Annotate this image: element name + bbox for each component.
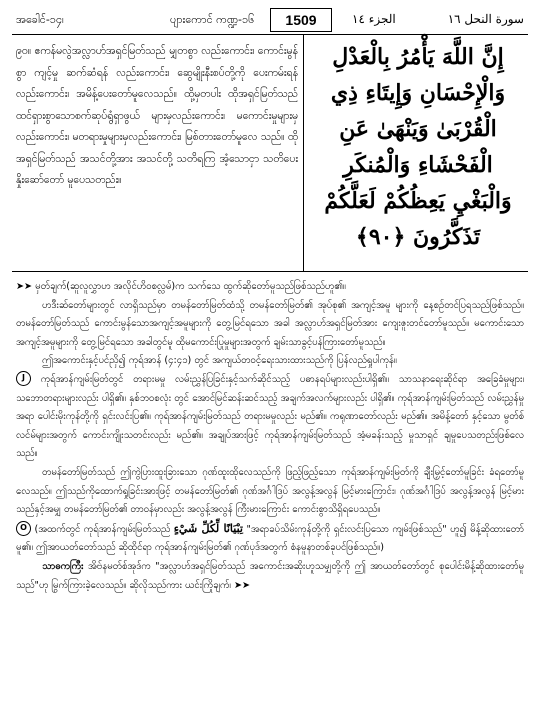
page-header: [12, 8, 528, 35]
column-divider: [303, 35, 304, 271]
note-paragraph: ➤➤ မှတ်ချက်(ဆူလူလွှာဟ အလိုင်ဟိဝစလ္လမ်)က သက်သေ ထွက်ဆိုတော်မူသည်ဖြစ်သည်ဟူ၏။: [16, 281, 346, 292]
arabic-quote: تِبْيَانًا لِّكُلِّ شَيْءٍ: [173, 521, 243, 535]
arabic-verse: إِنَّ اللَّهَ يَأْمُرُ بِالْعَدْلِ وَالْإِحْسَانِ وَإِيتَاءِ ذِي الْقُرْبَىٰ وَيَنْهَىٰ عَنِ الْفَحْشَاءِ وَالْمُنكَرِ وَالْبَغْيِ يَعِظُكُمْ لَعَلَّكُمْ تَذَكَّرُونَ ﴿٩٠﴾: [324, 44, 512, 250]
header-surah-myanmar: ပျားကောင် ကဏ္ဍ-၁၆: [170, 13, 255, 26]
page-number-box: 1509: [270, 8, 332, 32]
header-part-label: အခေါင်-၁၄၊: [16, 13, 64, 26]
footnote-marker-j: J: [16, 371, 31, 386]
note-paragraph: ဤအကောင်းနှင့်ပင်ညှိ၍ ကုရ်အာန် (၄:၄၁) တွင် အကျယ်တဝင့်ရေးသားထားသည်ကို ပြန်လည်ရှုပါကုန်။: [42, 355, 397, 367]
verse-section: [12, 35, 528, 272]
note-paragraph: ဟဒီးဆ်တော်များတွင် လာရှိသည်မှာ တမန်တော်မြတ်ထံသို့ တမန်တော်မြတ်၏ အုပ်စု၏ အကျင့်အမူ များကို နေ့စဉ်တင်ပြရသည်ဖြစ်သည်။ တမန်တော်မြတ်သည် ကောင်းမွန်သောအကျင့်အမူများကို တွေ့မြင်ရသော အခါ အလ္လာဟ်အရှင်မြတ်အား ကျေးဇူးတင်တော်မူသည်။ မကောင်းသောအကျင့်အမူများကို တွေ့မြင်ရသော အခါတွင်မူ ထိုမကောင်းပြုမှုများအတွက် ချမ်းသာခွင့်ပန်ကြားတော်မူသည်။: [16, 299, 524, 348]
note-paragraph: [16, 520, 524, 558]
header-juz-arabic: الجزء ١٤: [352, 12, 396, 26]
note-text: ကုရ်အာန်ကျမ်းမြတ်တွင် တရားမမှု လမ်းညွှန်ပြခြင်းနှင့်သက်ဆိုင်သည့် ပဓာနရပ်များလည်းပါရှိ၏။ သာသနာရေးဆိုင်ရာ အခြေခံမှုများ၊ သဘောတရားများလည်း ပါရှိ၏။ နှစ်ဘဝစလုံး တွင် အောင်မြင်ဆန်းဆင်သည့် အချက်အလက်များလည်း ပါရှိ၏။ ကုရ်အာန်ကျမ်းမြတ်သည် လမ်းညွှန်မှုအရာ ပေါင်းမိုးကုန်တို့ကို ရှင်းလင်းပြ၏။ ကုရ်အာန်ကျမ်းမြတ်သည် တရားမမှုလည်း မည်၏။ ကရုဏာတော်လည်း မည်၏။ အမိန့်တော် နှင့်သော မွတ်စ်လင်မ်များအတွက် ကောင်းကျိုးသတင်းလည်း မည်၏။ အချုပ်အားဖြင့် ကုရ်အာန်ကျမ်းမြတ်သည် အံ့မခန်းသည့် မှုသာရှင် ချမှုပေသတည်းဖြစ်လေသည်။: [16, 373, 524, 460]
commentary-notes: [16, 278, 524, 595]
note-lead: သာဓကကြီး: [42, 560, 84, 572]
note-text: "အရာခပ်သိမ်းကုန်တို့ကို ရှင်းလင်းပြသော ကျမ်းဖြစ်သည်" ဟူ၍ မိန့်ဆိုထားတော်မူ၏။ ဤအာယတ်တော်သည် ဆိုထိုင်ရာ ကုရ်အာန်ကျမ်းမြတ်၏ ဂုဏ်ပုဒ်အတွက် စံနမူနာတစ်ခုပင်ဖြစ်သည်။): [16, 523, 524, 554]
note-text: အိဗ်နမတ်စ်အုဒ်က "အလ္လာဟ်အရှင်မြတ်သည် အကောင်းအဆိုးဟူသမျှတို့ကို ဤ အာယတ်တော်တွင် စုပေါင်းမိန့်ဆိုထားတော်မူသည်"ဟု မြွက်ကြားခဲ့လေသည်။ ဆိုလိုသည်ကား ယင်းကြိုချက်၊ ➤➤: [16, 560, 524, 591]
quran-page: [12, 8, 528, 704]
note-paragraph: တမန်တော်မြတ်သည် ဤကွဲပြားထူးခြားသော ဂုဏ်ထူးထိုလေသည်ကို ဖြည့်ဖြည့်သော ကုရ်အာန်ကျမ်းမြတ်ကို ချီးမြှင့်တော်မူခြင်း ခံရတော်မူလေသည်။ ဤသည်ကိုထောက်ရှုခြင်းအားဖြင့် တမန်တော်မြတ်၏ ဂုဏ်အင်္ဂါဒြပ် အလွန့်အလွန် မြင့်မားကြောင်း၊ ဂုဏ်အင်္ဂါဒြပ် အလွန့်အလွန် မြင့်မားသည်နှင့်အမျှ တမန်တော်မြတ်၏ တာဝန်မှာလည်း အလွန့်အလွန် ကြီးမားကြောင်း ကောင်းစွာသိရှိရပေသည်။: [16, 466, 524, 516]
verse-translation: ၉၀။ ဧကန်မလွဲအလ္လာဟ်အရှင်မြတ်သည် မျှတစွာ လည်းကောင်း၊ ကောင်းမွန်စွာ ကျင့်မှု ဆက်ဆံရန် လည်းကောင်း၊ ဆွေမျိုးနီးစပ်တို့ကို ပေးကမ်းရန် လည်းကောင်း၊ အမိန့်ပေးတော်မူလေသည်။ ထို့မှတပါး ထိုအရှင်မြတ်သည် ထင်ရှားစွာသောစက်ဆုပ်ရွံရှာဖွယ် များမှလည်းကောင်း၊ မကောင်းမှုများမှလည်းကောင်း၊ မတရားမှုများမှလည်းကောင်း၊ မြစ်တားတော်မူလေ သည်။ ထိုအရှင်မြတ်သည် အသင်တို့အား အသင်တို့ သတိရကြ အံ့သောငှာ သတိပေး နှိုးဆော်တော် မူပေသတည်း။: [16, 45, 298, 186]
footnote-marker-o: O: [16, 521, 31, 536]
note-paragraph: [16, 371, 524, 464]
note-paragraph: [16, 558, 524, 595]
note-text: (အထက်တွင် ကုရ်အာန်ကျမ်းမြတ်သည်: [34, 523, 171, 535]
header-surah-arabic: سورة النحل ١٦: [447, 12, 524, 26]
